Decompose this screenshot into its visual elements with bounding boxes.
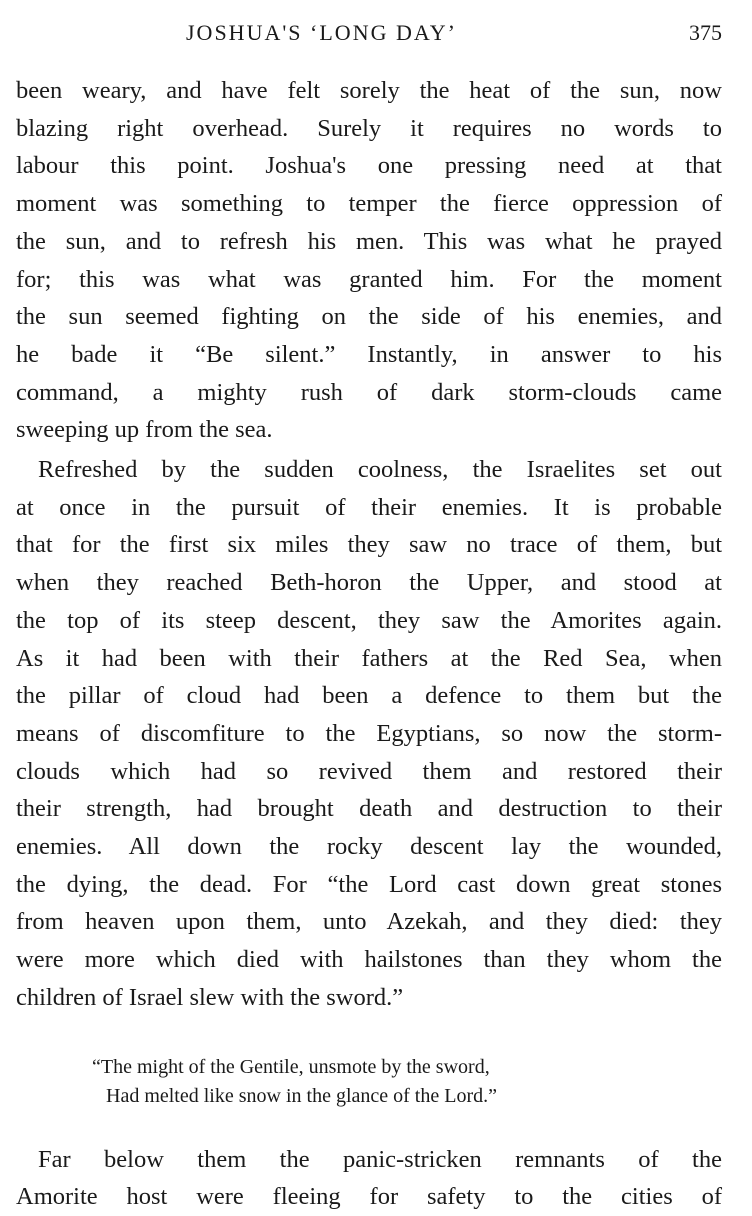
text-line: the sun seemed fighting on the side of his enemies, and — [16, 303, 722, 331]
book-page — [16, 0, 722, 1216]
running-header — [16, 0, 722, 50]
text-line: Amorite host were fleeing for safety to the cities of — [16, 1183, 722, 1211]
text-line: labour this point. Joshua's one pressing need at that — [16, 152, 722, 180]
text-line: from heaven upon them, unto Azekah, and they died: they — [16, 908, 722, 936]
text-line: the dying, the dead. For “the Lord cast down great stones — [16, 870, 722, 898]
text-line: Far below them the panic-stricken remnants of the — [38, 1145, 722, 1173]
text-line: that for the first six miles they saw no trace of them, but — [16, 531, 722, 559]
running-title: JOSHUA'S ‘LONG DAY’ — [186, 20, 457, 45]
text-line: were more which died with hailstones than they whom the — [16, 946, 722, 974]
text-line: As it had been with their fathers at the Red Sea, when — [16, 644, 722, 672]
text-line: enemies. All down the rocky descent lay the wounded, — [16, 833, 722, 861]
paragraph-far-below — [16, 1141, 722, 1216]
text-line: the pillar of cloud had been a defence to them but the — [16, 682, 722, 710]
page-number: 375 — [689, 20, 722, 45]
paragraph-refreshed — [16, 451, 722, 1017]
text-line: command, a mighty rush of dark storm-clouds came — [16, 378, 722, 406]
text-line: sweeping up from the sea. — [16, 416, 273, 444]
text-line: children of Israel slew with the sword.” — [16, 983, 404, 1011]
text-line: clouds which had so revived them and restored their — [16, 757, 722, 785]
text-line: when they reached Beth-horon the Upper, and stood at — [16, 569, 722, 597]
quote-line: “The might of the Gentile, unsmote by the sword, — [92, 1055, 490, 1078]
text-line: Refreshed by the sudden coolness, the Israelites set out — [38, 456, 722, 484]
text-line: he bade it “Be silent.” Instantly, in answer to his — [16, 340, 722, 368]
text-line: means of discomfiture to the Egyptians, so now the storm- — [16, 719, 722, 747]
text-line: been weary, and have felt sorely the heat of the sun, now — [16, 77, 722, 104]
quote-line: Had melted like snow in the glance of the Lord.” — [106, 1084, 497, 1107]
text-line: moment was something to temper the fierce oppression of — [16, 190, 722, 218]
text-line: for; this was what was granted him. For the moment — [16, 265, 722, 293]
text-line: the top of its steep descent, they saw the Amorites again. — [16, 606, 722, 634]
text-line: their strength, had brought death and destruction to their — [16, 795, 722, 823]
verse-quotation — [16, 1053, 722, 1111]
text-line: at once in the pursuit of their enemies. It is probable — [16, 493, 722, 521]
text-line: blazing right overhead. Surely it requires no words to — [16, 114, 722, 142]
text-line: the sun, and to refresh his men. This was what he prayed — [16, 227, 722, 255]
paragraph-continued — [16, 72, 722, 449]
